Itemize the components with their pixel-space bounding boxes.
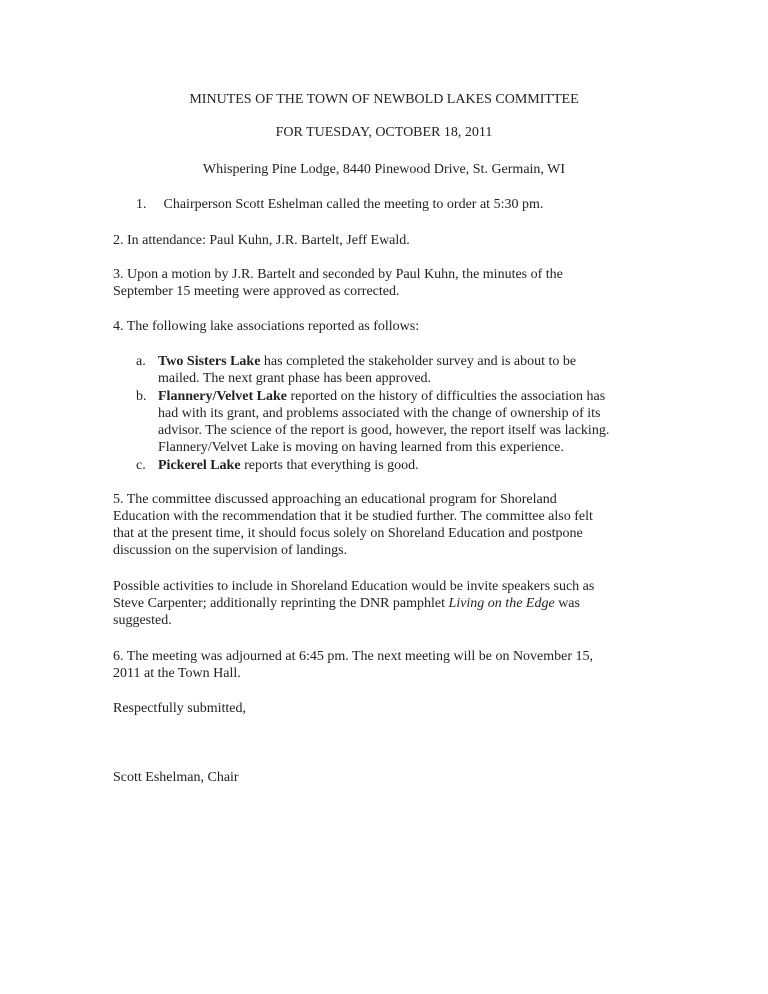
report-text: reports that everything is good. xyxy=(240,458,419,473)
item-5-line: Education with the recommendation that it be studied further. The committee also felt xyxy=(113,509,593,524)
item-1-text: Chairperson Scott Eshelman called the meeting to order at 5:30 pm. xyxy=(163,197,544,212)
report-text: had with its grant, and problems associated with the change of ownership of its xyxy=(158,406,601,421)
item-5 xyxy=(113,491,653,559)
meeting-location: Whispering Pine Lodge, 8440 Pinewood Drive, St. Germain, WI xyxy=(202,162,566,177)
report-text: mailed. The next grant phase has been approved. xyxy=(158,371,432,386)
item-1-number: 1. xyxy=(136,197,147,212)
item-5-line: that at the present time, it should focus solely on Shoreland Education and postpone xyxy=(113,526,583,541)
activities-line: Possible activities to include in Shoreland Education would be invite speakers such as xyxy=(113,579,595,594)
document-title: MINUTES OF THE TOWN OF NEWBOLD LAKES COMMITTEE xyxy=(189,92,579,107)
item-5-line: 5. The committee discussed approaching an educational program for Shoreland xyxy=(113,492,557,507)
lake-name: Two Sisters Lake xyxy=(158,354,261,369)
item-1 xyxy=(136,196,676,213)
lake-report-b xyxy=(136,388,656,458)
item-3-line: September 15 meeting were approved as corrected. xyxy=(113,284,400,299)
item-4-text: 4. The following lake associations reported as follows: xyxy=(113,319,420,334)
lake-name: Flannery/Velvet Lake xyxy=(158,389,287,404)
activities-line: was xyxy=(554,596,580,611)
list-marker: c. xyxy=(136,458,146,473)
item-3-line: 3. Upon a motion by J.R. Bartelt and seconded by Paul Kuhn, the minutes of the xyxy=(113,267,563,282)
item-2-text: 2. In attendance: Paul Kuhn, J.R. Bartelt, Jeff Ewald. xyxy=(113,233,410,248)
report-text: advisor. The science of the report is good, however, the report itself was lacking. xyxy=(158,423,610,438)
item-5-line: discussion on the supervision of landings. xyxy=(113,543,348,558)
item-6-line: 2011 at the Town Hall. xyxy=(113,666,241,681)
report-text: has completed the stakeholder survey and is about to be xyxy=(260,354,577,369)
lake-name: Pickerel Lake xyxy=(158,458,241,473)
report-text: Flannery/Velvet Lake is moving on having learned from this experience. xyxy=(158,440,564,455)
meeting-date: FOR TUESDAY, OCTOBER 18, 2011 xyxy=(275,125,493,140)
item-3 xyxy=(113,266,653,300)
lake-report-c xyxy=(136,457,656,475)
report-text: reported on the history of difficulties the association has xyxy=(286,389,606,404)
lake-report-a xyxy=(136,353,656,389)
closing xyxy=(113,700,653,717)
activities-line: suggested. xyxy=(113,613,172,628)
activities-paragraph xyxy=(113,578,653,629)
pamphlet-title: Living on the Edge xyxy=(448,596,555,611)
list-marker: a. xyxy=(136,354,146,369)
activities-line: Steve Carpenter; additionally reprinting the DNR pamphlet xyxy=(113,596,449,611)
item-6-line: 6. The meeting was adjourned at 6:45 pm. The next meeting will be on November 15, xyxy=(113,649,594,664)
signature-block xyxy=(113,769,653,786)
signature: Scott Eshelman, Chair xyxy=(113,770,239,785)
closing-text: Respectfully submitted, xyxy=(113,701,246,716)
item-4 xyxy=(113,318,653,335)
list-marker: b. xyxy=(136,389,147,404)
item-2 xyxy=(113,232,653,249)
item-6 xyxy=(113,648,653,682)
